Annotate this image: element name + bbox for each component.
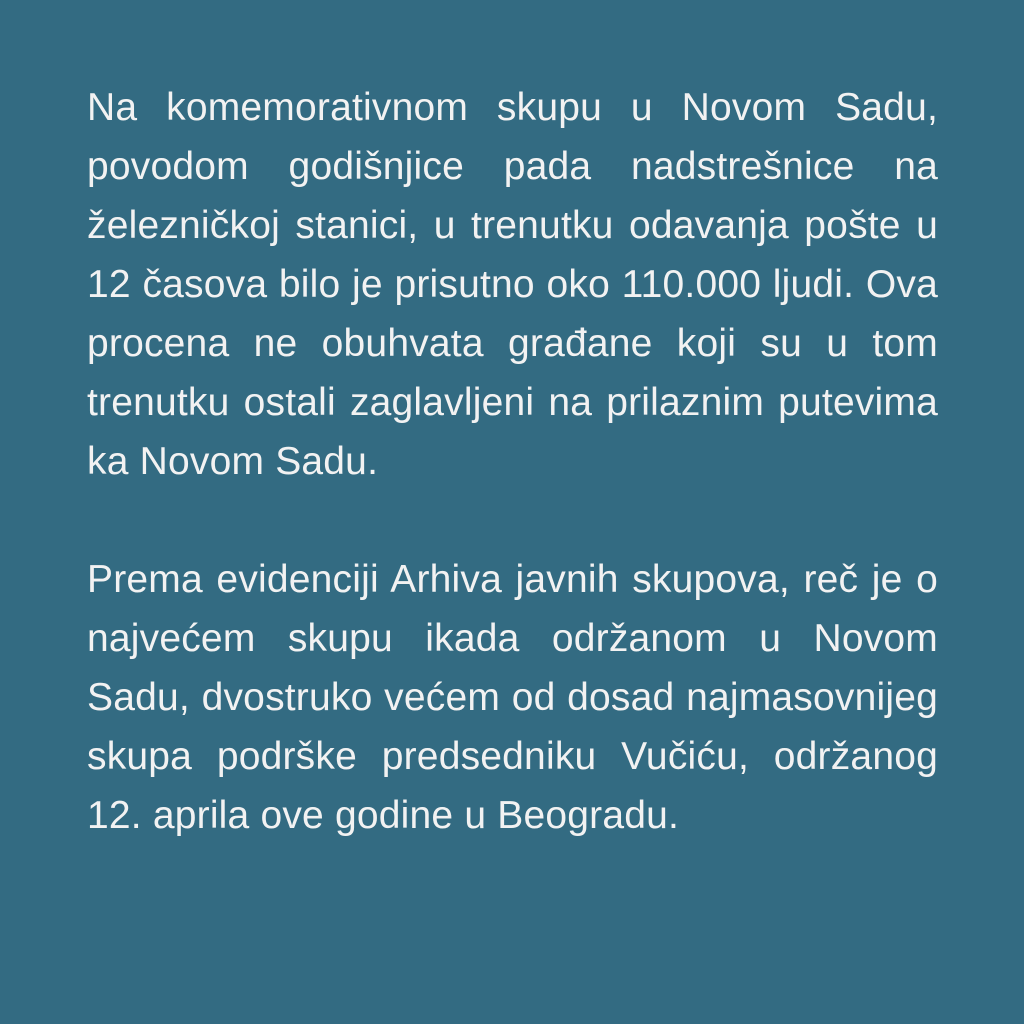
paragraph-attendance: Na komemorativnom skupu u Novom Sadu, povodom godišnjice pada nadstrešnice na železničkoj stanici, u trenutku odavanja pošte u 12 časova bilo je prisutno oko 110.000 ljudi. Ova procena ne obuhvata građane koji su u tom trenutku ostali zaglavljeni na prilaznim putevima ka Novom Sadu. [87, 86, 938, 483]
paragraph-archive-record: Prema evidenciji Arhiva javnih skupova, reč je o najvećem skupu ikada održanom u Novom Sadu, dvostruko većem od dosad najmasovnijeg skupa podrške predsedniku Vučiću, održanog 12. aprila ove godine u Beogradu. [87, 558, 938, 837]
text-content [87, 78, 938, 845]
